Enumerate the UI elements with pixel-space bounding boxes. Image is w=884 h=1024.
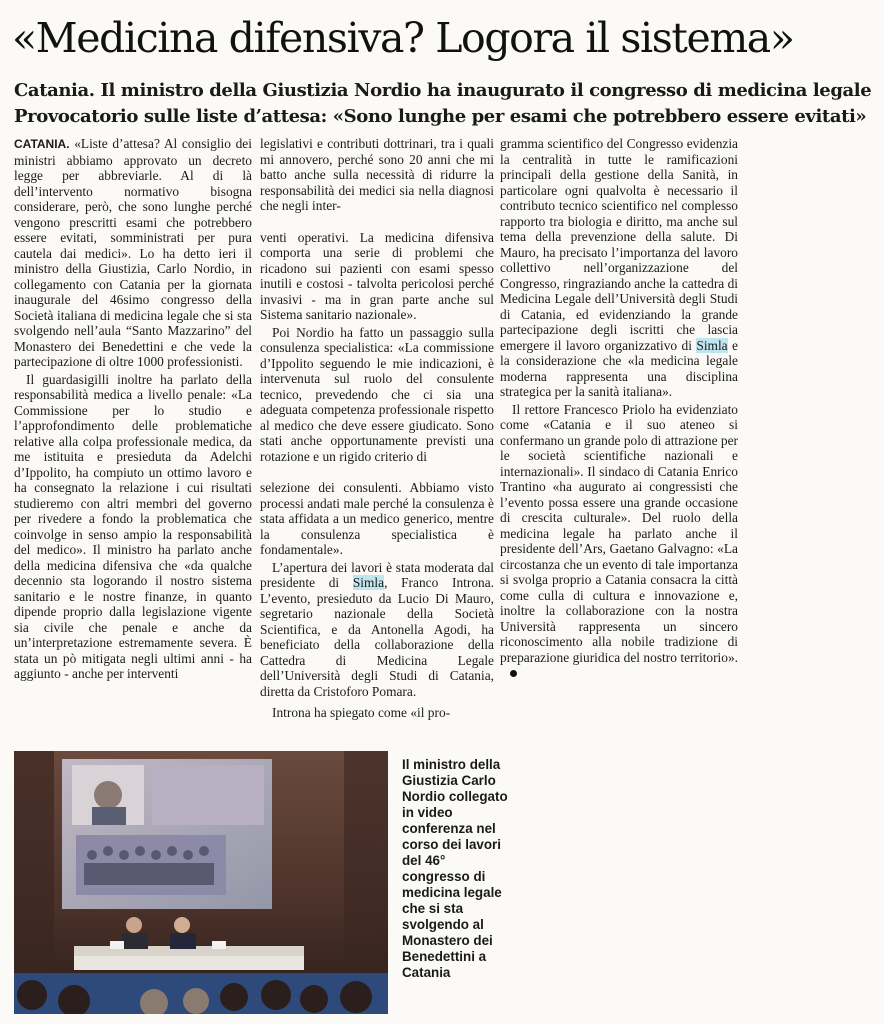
conference-photo: [14, 751, 388, 1014]
end-of-article-icon: [510, 670, 517, 677]
paragraph-text: e la considerazione che «la medicina legale moderna rappresenta una disciplina strategica per la sanità italiana».: [500, 337, 738, 399]
paragraph-text: gramma scientifico del Congresso evidenzia la centralità in tutte le ramificazioni principali della gestione della Sanità, in particolare ogni qualvolta è necessario il contributo tecnico scientifico nel complesso rapporto tra biologia e diritto, ma anche sul tema della prevenzione della salute. Di Mauro, ha precisato l’importanza del lavoro collettivo nell’organizzazione del Congresso, ringraziando anche la cattedra di Medicina Legale dell’Università degli Studi di Catania, ed evidenziando la grande partecipazione degli iscritti che lascia emergere il lavoro organizzativo di: [500, 136, 738, 353]
paragraph-text: , Franco Introna. L’evento, presieduto da Lucio Di Mauro, segretario nazionale della Società Scientifica, e da Antonella Agodi, ha beneficiato della collaborazione della Cattedra di Medicina Legale dell’Università degli Studi di Catania, diretta da Cristoforo Pomara.: [260, 575, 495, 699]
paragraph-text: Il rettore Francesco Priolo ha evidenziato come «Catania e il suo ateneo si confermano un grande polo di attrazione per le società scientifiche nazionali e internazionali». Il sindaco di Catania Enrico Trantino «ha augurato ai congressisti che l’evento possa essere una grande occasione di crescita culturale». Del ruolo della medicina legale ha parlato anche il presidente dell’Ars, Gaetano Galvagno: «La circostanza che un evento di tale importanza si svolga proprio a Catania consacra la città come culla di cultura e innovazione e, inoltre la collaborazione con la nostra Università rappresenta un sincero riconoscimento alla nobile tradizione di preparazione giuridica del nostro territorio».: [500, 401, 738, 665]
article-paragraph: venti operativi. La medicina difensiva comporta una serie di problemi che ricadono sui pazienti con esami spesso inutili e costosi - talvolta pericolosi perché invasivi - ma in gran parte anche sul Sistema sanitario nazionale».: [260, 229, 494, 322]
highlighted-term: Simla: [696, 337, 728, 353]
headline: «Medicina difensiva? Logora il sistema»: [12, 14, 794, 62]
paragraph-text: «Liste d’attesa? Al consiglio dei ministri abbiamo approvato un decreto legge per abbreviarle. Al di là dell’intervento normativo bisogna considerare, però, che sono lunghe perché vengono prescritti esami che potrebbero essere evitati, somministrati per pura cautela dai medici». Lo ha detto ieri il ministro della Giustizia, Carlo Nordio, in collegamento con Catania per la giornata inaugurale del 46simo congresso della Società italiana di medicina legale che si sta svolgendo nell’aula “Santo Mazzarino” del Monastero dei Benedettini e che vede la partecipazione di oltre 1000 professionisti.: [14, 136, 252, 369]
highlighted-term: Simla: [352, 575, 385, 590]
column-break: [260, 464, 494, 480]
article-column-3: [500, 136, 738, 681]
dateline: CATANIA.: [14, 137, 70, 151]
column-break: [260, 214, 494, 230]
article-column-2: [260, 136, 494, 721]
article-paragraph: [500, 402, 738, 681]
subhead-2: Provocatorio sulle liste d’attesa: «Sono lunghe per esami che potrebbero essere evitati»: [14, 106, 867, 127]
article-paragraph: selezione dei consulenti. Abbiamo visto processi andati male perché la consulenza è stata affidata a un medico generico, mentre la consulenza specialistica è fondamentale».: [260, 480, 494, 557]
article-column-1: [14, 136, 252, 682]
conference-photo-icon: [14, 751, 388, 1014]
article-paragraph: [14, 136, 252, 370]
article-paragraph: [500, 136, 738, 400]
photo-caption: Il ministro della Giustizia Carlo Nordio collegato in video conferenza nel corso dei lavori del 46° congresso di medicina legale che si sta svolgendo al Monastero dei Benedettini a Catania: [402, 757, 508, 980]
article-paragraph: [260, 560, 494, 700]
article-paragraph: Introna ha spiegato come «il pro-: [272, 705, 451, 720]
paragraph-text: L’apertura dei lavori è stata moderata dal presidente di: [260, 559, 494, 590]
subhead-1: Catania. Il ministro della Giustizia Nordio ha inaugurato il congresso di medicina legale: [14, 80, 872, 101]
article-paragraph: legislativi e contributi dottrinari, tra i quali mi annovero, perché sono 20 anni che mi batto anche sulla necessità di ridurre la responsabilità dei medici sia nella diagnosi che negli inter-: [260, 136, 494, 213]
article-paragraph: Poi Nordio ha fatto un passaggio sulla consulenza specialistica: «La commissione d’Ippolito seguendo le mie indicazioni, è intervenuta sul ruolo del consulente tecnico, prevedendo che ci sia una adeguata competenza professionale rispetto al medico che deve essere giudicato. Sono stati anche opportunamente previsti una rotazione e un rigido criterio di: [260, 324, 494, 464]
article-paragraph: Il guardasigilli inoltre ha parlato della responsabilità medica a livello penale: «La Commissione per lo studio e l’approfondimento delle problematiche relative alla colpa professionale medica, da me istituita e presieduta da Adelchi d’Ippolito, ha compiuto un ottimo lavoro e ha consegnato la relazione i cui risultati studieremo con altri membri del governo per rivedere a fondo la problematica che coinvolge in senso ampio la responsabilità del medico». Il ministro ha parlato anche della medicina difensiva che «da qualche decennio sta logorando il nostro sistema sanitario e le nostre finanze, in quanto dipende proprio dalla legislazione vigente sia civile che penale e anche da un’interpretazione estremamente severa. È stata un pò mitigata negli ultimi anni - ha aggiunto - anche per interventi: [14, 371, 252, 681]
